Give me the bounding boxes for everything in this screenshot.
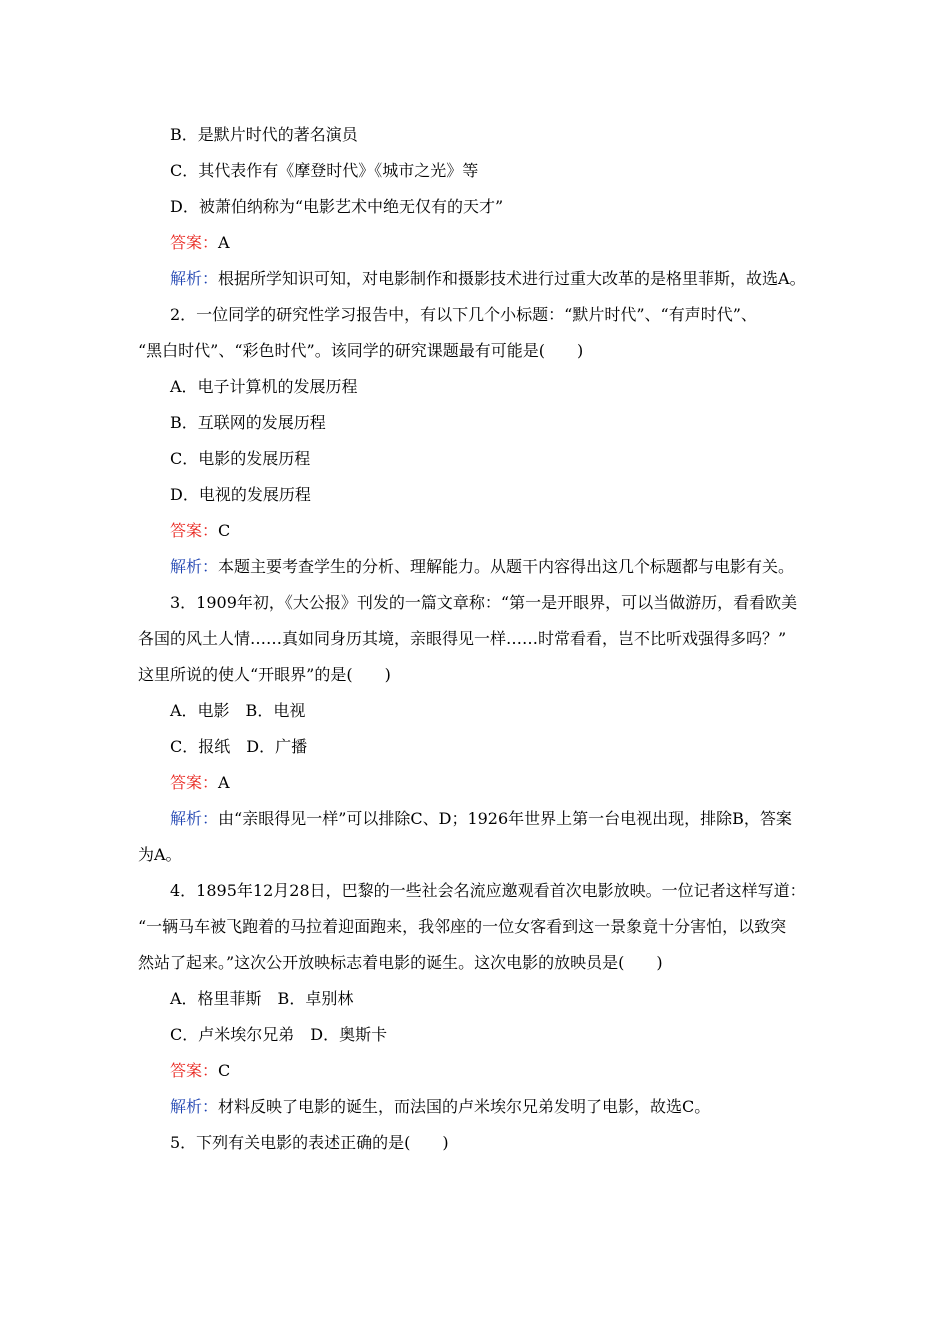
option-row: C．报纸 D．广播: [170, 737, 308, 756]
answer-value: C: [218, 521, 231, 540]
answer-label: 答案：: [170, 773, 219, 792]
answer-value: C: [218, 1061, 231, 1080]
question-stem-line: “一辆马车被飞跑着的马拉着迎面跑来，我邻座的一位女客看到这一景象竟十分害怕，以致突: [138, 917, 787, 936]
option-d: D．电视的发展历程: [170, 485, 311, 504]
explanation-label: 解析：: [170, 557, 219, 576]
option-b: B．是默片时代的著名演员: [170, 125, 358, 144]
explanation-line: [138, 549, 838, 585]
question-stem-line: 4．1895年12月28日，巴黎的一些社会名流应邀观看首次电影放映。一位记者这样写道：: [170, 881, 806, 900]
answer-line: [138, 1053, 838, 1089]
explanation-label: 解析：: [170, 269, 219, 288]
option-a: A．电子计算机的发展历程: [170, 377, 358, 396]
answer-line: [138, 225, 838, 261]
question-stem-line: 然站了起来。”这次公开放映标志着电影的诞生。这次电影的放映员是( ): [138, 953, 663, 972]
question-1-tail: [138, 117, 838, 297]
option-d: D．被萧伯纳称为“电影艺术中绝无仅有的天才”: [170, 197, 504, 216]
answer-label: 答案：: [170, 233, 219, 252]
explanation-text: 由“亲眼得见一样”可以排除C、D；1926年世界上第一台电视出现，排除B，答案: [218, 809, 792, 828]
question-3: [138, 585, 838, 873]
answer-value: A: [218, 233, 230, 252]
explanation-line: [138, 801, 838, 837]
answer-line: [138, 513, 838, 549]
explanation-continuation: 为A。: [138, 845, 182, 864]
question-5: [138, 1125, 838, 1161]
answer-value: A: [218, 773, 230, 792]
question-2: [138, 297, 838, 585]
explanation-text: 根据所学知识可知，对电影制作和摄影技术进行过重大改革的是格里菲斯，故选A。: [218, 269, 806, 288]
option-c: C．其代表作有《摩登时代》《城市之光》等: [170, 161, 479, 180]
question-stem-line: 2．一位同学的研究性学习报告中，有以下几个小标题：“默片时代”、“有声时代”、: [170, 305, 757, 324]
option-row: C．卢米埃尔兄弟 D．奥斯卡: [170, 1025, 388, 1044]
explanation-label: 解析：: [170, 809, 219, 828]
explanation-line: [138, 261, 838, 297]
question-stem-line: “黑白时代”、“彩色时代”。该同学的研究课题最有可能是( ): [138, 341, 584, 360]
question-4: [138, 873, 838, 1125]
answer-label: 答案：: [170, 521, 219, 540]
explanation-text: 材料反映了电影的诞生，而法国的卢米埃尔兄弟发明了电影，故选C。: [218, 1097, 711, 1116]
question-stem-line: 3．1909年初，《大公报》刊发的一篇文章称：“第一是开眼界，可以当做游历，看看欧美: [170, 593, 798, 612]
question-content: [138, 117, 838, 1161]
answer-line: [138, 765, 838, 801]
question-stem-line: 5．下列有关电影的表述正确的是( ): [170, 1133, 449, 1152]
explanation-label: 解析：: [170, 1097, 219, 1116]
answer-label: 答案：: [170, 1061, 219, 1080]
question-stem-line: 这里所说的使人“开眼界”的是( ): [138, 665, 391, 684]
option-b: B．互联网的发展历程: [170, 413, 326, 432]
option-row: A．格里菲斯 B．卓别林: [170, 989, 354, 1008]
explanation-text: 本题主要考查学生的分析、理解能力。从题干内容得出这几个标题都与电影有关。: [218, 557, 795, 576]
explanation-line: [138, 1089, 838, 1125]
option-c: C．电影的发展历程: [170, 449, 311, 468]
option-row: A．电影 B．电视: [170, 701, 306, 720]
question-stem-line: 各国的风土人情……真如同身历其境，亲眼得见一样……时常看看，岂不比听戏强得多吗？”: [138, 629, 787, 648]
